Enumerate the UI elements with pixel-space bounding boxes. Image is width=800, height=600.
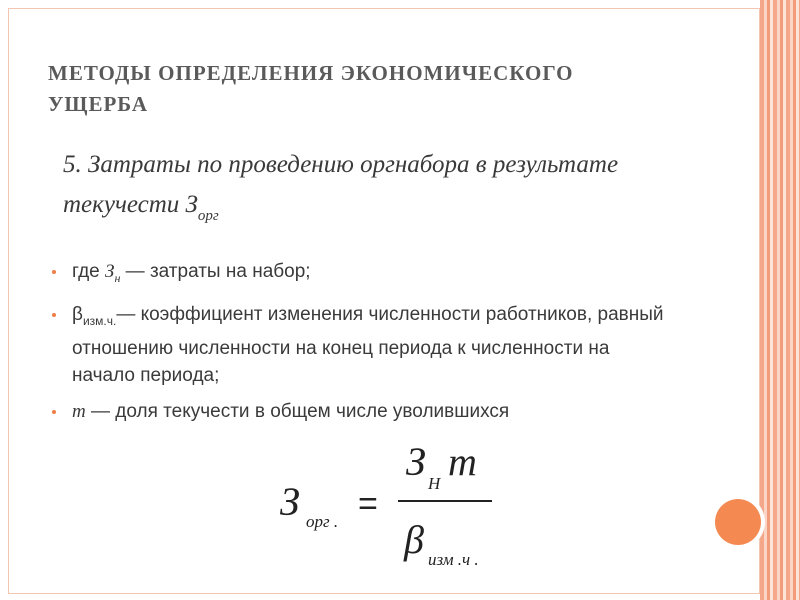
bullet-symbol: β <box>72 304 83 325</box>
list-item <box>50 398 670 425</box>
bullet-list <box>50 258 670 434</box>
bullet-prefix: где <box>72 261 106 282</box>
formula-equals: = <box>358 485 378 523</box>
slide-subtitle <box>63 145 703 236</box>
decorative-stripes <box>760 0 800 600</box>
title-line-1: МЕТОДЫ ОПРЕДЕЛЕНИЯ ЭКОНОМИЧЕСКОГО <box>48 61 574 85</box>
bullet-text: — затраты на набор; <box>120 261 311 282</box>
formula-numerator-a: З <box>406 439 426 484</box>
bullet-text: — коэффициент изменения численности работников, равный отношению численности на конец периода к численности на начало периода; <box>72 304 664 386</box>
bullet-symbol: m <box>72 401 86 422</box>
subtitle-text: 5. Затраты по проведению оргнабора в результате текучести З <box>63 151 619 218</box>
bullet-symbol-subscript: изм.ч. <box>82 314 117 328</box>
bullet-symbol: З <box>105 261 115 282</box>
bullet-symbol-subscript: н <box>114 271 121 285</box>
slide-title <box>48 58 688 120</box>
title-line-2: УЩЕРБА <box>48 92 149 116</box>
subtitle-subscript: орг <box>197 208 219 224</box>
formula-lhs-subscript: орг . <box>306 512 339 531</box>
decorative-circle <box>715 499 761 545</box>
formula-denominator: β <box>404 517 424 562</box>
formula-denominator-subscript: изм .ч . <box>428 550 479 569</box>
formula-numerator-b: m <box>448 439 477 484</box>
bullet-text: — доля текучести в общем числе уволившихся <box>85 401 510 422</box>
list-item <box>50 301 670 389</box>
formula-numerator-a-subscript: Н <box>428 474 441 493</box>
list-item <box>50 258 670 292</box>
formula <box>270 435 520 575</box>
formula-lhs: З <box>280 479 300 524</box>
